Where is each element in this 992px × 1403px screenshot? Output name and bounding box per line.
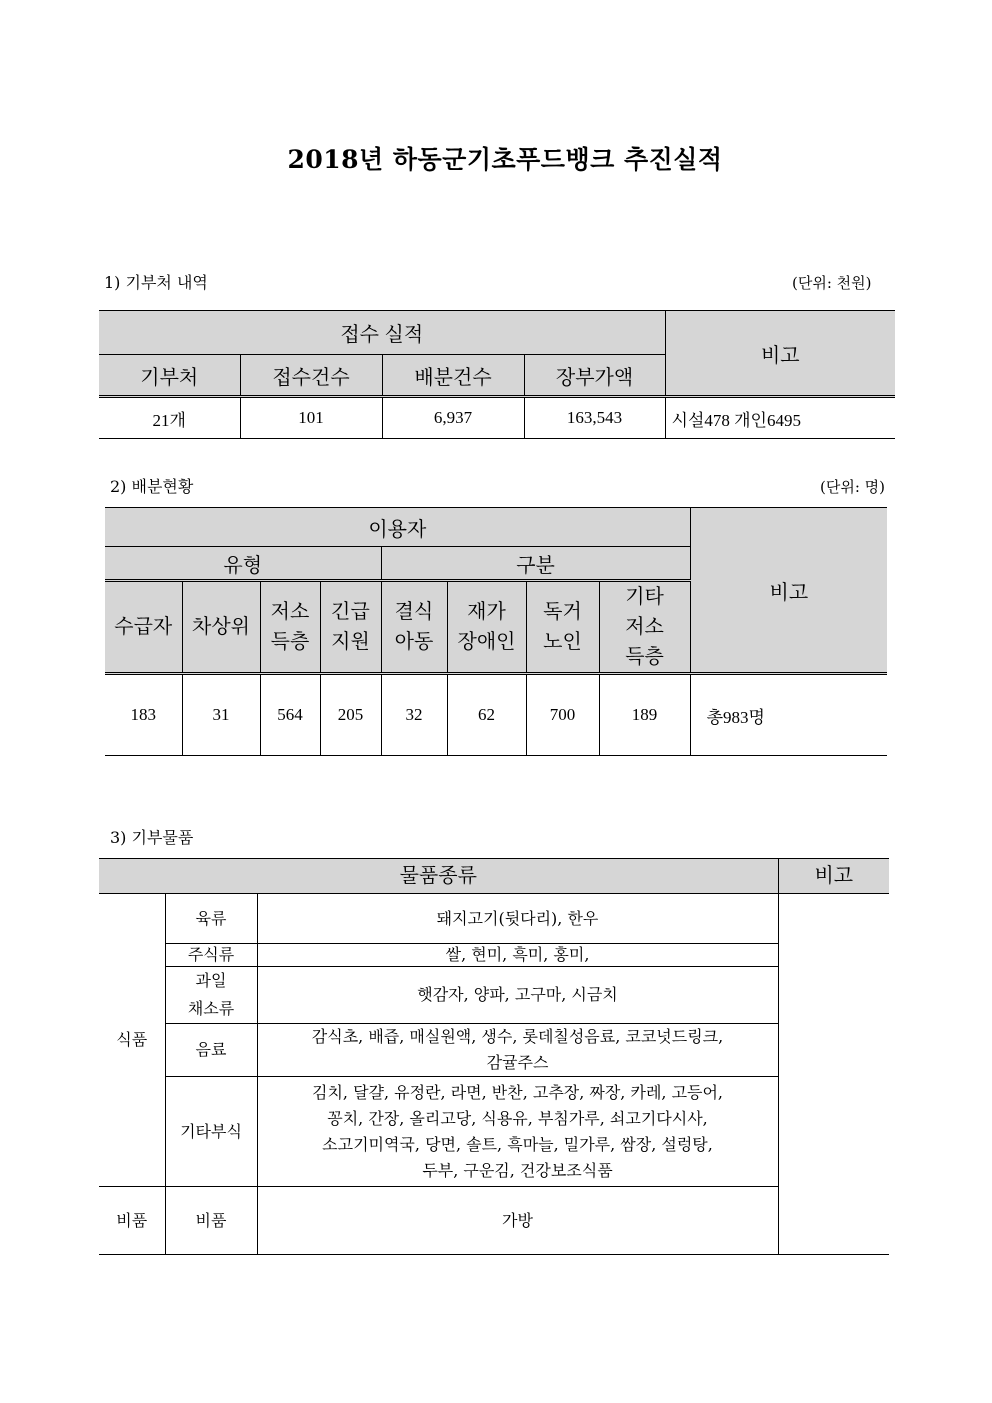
cell-elderly-alone: 700: [526, 674, 599, 756]
items-staple: 쌀, 현미, 흑미, 홍미,: [257, 944, 778, 967]
col-recipient: 수급자: [105, 581, 182, 674]
col-emergency: 긴급 지원: [320, 581, 381, 674]
note-header: 비고: [665, 311, 895, 397]
items-drinks: 감식초, 배즙, 매실원액, 생수, 롯데칠성음료, 코코넛드링크, 감귤주스: [257, 1024, 778, 1077]
section3-heading: 3) 기부물품: [110, 828, 194, 847]
col-near-poor: 차상위: [182, 581, 260, 674]
items-other-side: 김치, 달걀, 유정란, 라면, 반찬, 고추장, 짜장, 카레, 고등어, 꽁치, 간장, 올리고당, 식용유, 부침가루, 쇠고기다시사, 소고기미역국, 당면, 솔트, 흑마늘, 밀가루, 쌈장, 설렁탕, 두부, 구운김, 건강보조식품: [257, 1077, 778, 1187]
category-header: 구분: [381, 547, 690, 581]
items-meat: 돼지고기(뒷다리), 한우: [257, 894, 778, 944]
donated-items-table: [99, 858, 889, 1255]
type-header: 유형: [105, 547, 381, 581]
section2-unit: (단위: 명): [820, 478, 885, 496]
item-type-header: 물품종류: [99, 859, 778, 894]
distribution-table: [105, 507, 887, 756]
category-staple: 주식류: [165, 944, 257, 967]
section2-heading: 2) 배분현황: [110, 477, 194, 496]
col-home-disabled: 재가 장애인: [447, 581, 526, 674]
col-other-low-income: 기타 저소 득층: [599, 581, 690, 674]
col-distributed-count: 배분건수: [382, 355, 524, 397]
cell-note-2: 총983명: [690, 674, 887, 756]
cell-undernourished-child: 32: [381, 674, 447, 756]
page-title: 2018년 하동군기초푸드뱅크 추진실적: [287, 145, 723, 174]
cell-donor: 21개: [99, 397, 240, 439]
category-drinks: 음료: [165, 1024, 257, 1077]
cell-near-poor: 31: [182, 674, 260, 756]
items-fruit-veg: 햇감자, 양파, 고구마, 시금치: [257, 967, 778, 1024]
col-low-income: 저소 득층: [260, 581, 320, 674]
category-fruit-veg: 과일 채소류: [165, 967, 257, 1024]
cell-distributed-count: 6,937: [382, 397, 524, 439]
cell-other-low-income: 189: [599, 674, 690, 756]
cell-low-income: 564: [260, 674, 320, 756]
food-label: 식품: [99, 894, 165, 1187]
col-elderly-alone: 독거 노인: [526, 581, 599, 674]
section1-heading: 1) 기부처 내역: [104, 273, 208, 292]
col-book-value: 장부가액: [524, 355, 665, 397]
cell-home-disabled: 62: [447, 674, 526, 756]
note-cell-3: [778, 894, 889, 1255]
cell-book-value: 163,543: [524, 397, 665, 439]
col-undernourished-child: 결식 아동: [381, 581, 447, 674]
nonfood-label: 비품: [99, 1187, 165, 1255]
category-other-side: 기타부식: [165, 1077, 257, 1187]
users-group-header: 이용자: [105, 508, 690, 547]
donor-table: [99, 310, 895, 439]
cell-note: 시설478 개인6495: [665, 397, 895, 439]
note-header-3: 비고: [778, 859, 889, 894]
col-received-count: 접수건수: [240, 355, 382, 397]
items-nonfood: 가방: [257, 1187, 778, 1255]
cell-recipient: 183: [105, 674, 182, 756]
col-donor: 기부처: [99, 355, 240, 397]
cell-emergency: 205: [320, 674, 381, 756]
receipt-group-header: 접수 실적: [99, 311, 665, 355]
section1-unit: (단위: 천원): [792, 274, 872, 292]
cell-received-count: 101: [240, 397, 382, 439]
category-meat: 육류: [165, 894, 257, 944]
note-header-2: 비고: [690, 508, 887, 674]
category-nonfood: 비품: [165, 1187, 257, 1255]
